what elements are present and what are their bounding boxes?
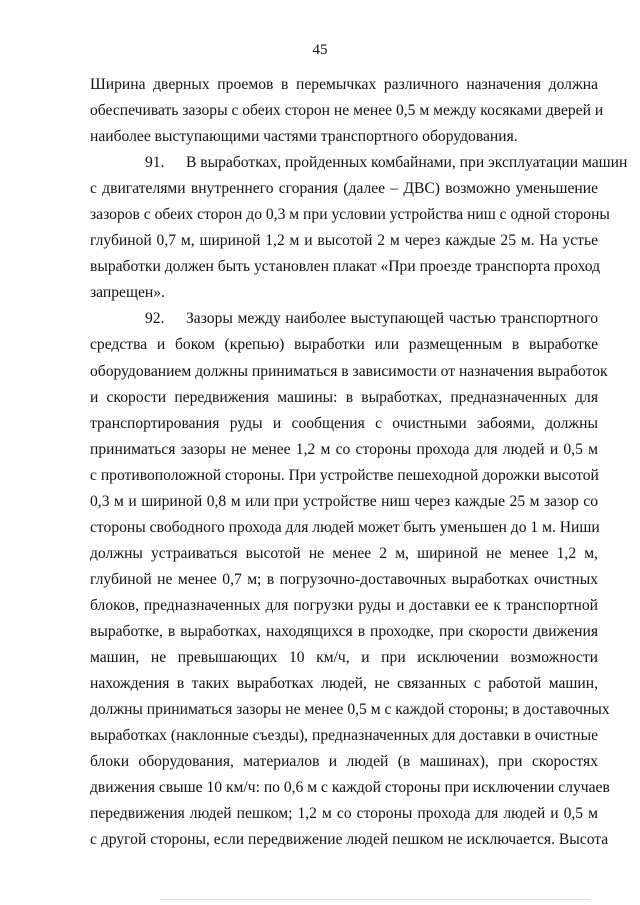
text-line: передвижения людей пешком; 1,2 м со стороны прохода для людей и 0,5 м [90,805,598,823]
text-line: транспортирования руды и сообщения с очистными забоями, должны [90,414,598,432]
text-line: и скорости передвижения машины: в выработках, предназначенных для [90,388,598,406]
item-number-92: 92. [145,310,165,328]
text-line: с другой стороны, если передвижение людей пешком не исключается. Высота [90,831,609,849]
text-line: В выработках, пройденных комбайнами, при эксплуатации машин [186,154,628,172]
text-line: блоков, предназначенных для погрузки руды и доставки ее к транспортной [90,596,598,614]
text-line: с противоположной стороны. При устройстве пешеходной дорожки высотой [90,466,599,484]
text-line: Зазоры между наиболее выступающей частью транспортного [186,310,598,328]
item-number-91: 91. [145,154,165,172]
text-line: глубиной 0,7 м, шириной 1,2 м и высотой 2 м через каждые 25 м. На устье [90,232,598,250]
text-line: 0,3 м и шириной 0,8 м или при устройстве ниш через каждые 25 м зазор со [90,492,598,510]
text-line: Ширина дверных проемов в перемычках различного назначения должна [90,76,598,93]
text-line: зазоров с обеих сторон до 0,3 м при условии устройства ниш с одной стороны [90,206,610,224]
text-line: должны устраиваться высотой не менее 2 м, шириной не менее 1,2 м, [90,544,598,562]
paragraph-92-first-line [90,306,598,332]
text-line: машин, не превышающих 10 км/ч, и при исключении возможности [90,649,598,667]
text-line: с двигателями внутреннего сгорания (далее – ДВС) возможно уменьшение [90,180,598,198]
text-line: выработки должен быть установлен плакат «При проезде транспорта проход [90,258,601,276]
text-line: наиболее выступающими частями транспортного оборудования. [90,128,518,146]
document-body [90,72,628,853]
text-line: выработках (наклонные съезды), предназначенных для доставки в очистные [90,727,598,745]
text-line: блоки оборудования, материалов и людей (в машинах), при скоростях [90,753,598,771]
scan-edge-line [160,899,590,900]
text-line: запрещен». [90,284,165,302]
paragraph-91-first-line [90,150,628,176]
text-line: стороны свободного прохода для людей может быть уменьшен до 1 м. Ниши [90,518,600,536]
text-line: приниматься зазоры не менее 1,2 м со стороны прохода для людей и 0,5 м [90,440,598,458]
text-line: движения свыше 10 км/ч: по 0,6 м с каждой стороны при исключении случаев [90,779,610,797]
page-number: 45 [312,42,328,58]
text-line: нахождения в таких выработках людей, не связанных с работой машин, [90,675,598,693]
text-line: средства и боком (крепью) выработки или размещенным в выработке [90,336,598,354]
text-line: обеспечивать зазоры с обеих сторон не менее 0,5 м между косяками дверей и [90,102,604,120]
text-line: глубиной не менее 0,7 м; в погрузочно-доставочных выработках очистных [90,570,598,588]
text-line: выработке, в выработках, находящихся в проходке, при скорости движения [90,622,598,640]
text-line: оборудованием должны приниматься в зависимости от назначения выработок [90,362,608,380]
text-line: должны приниматься зазоры не менее 0,5 м с каждой стороны; в доставочных [90,701,610,719]
